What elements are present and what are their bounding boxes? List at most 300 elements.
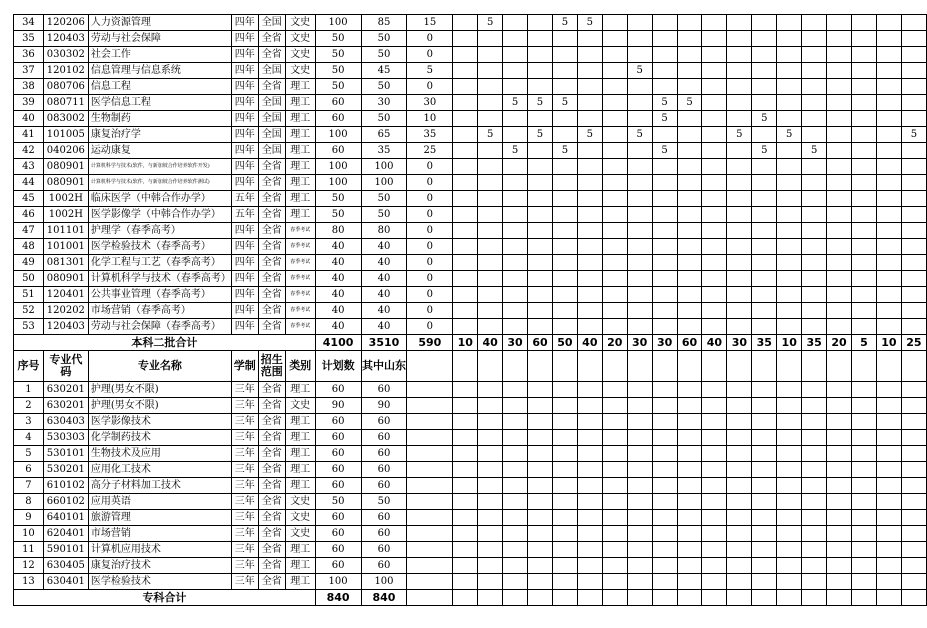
duration: 三年 — [231, 462, 258, 478]
empty-cell — [528, 382, 553, 398]
shandong-count: 100 — [361, 574, 407, 590]
empty-cell — [528, 478, 553, 494]
province-quota — [528, 287, 553, 303]
empty-cell — [827, 590, 852, 606]
shandong-count: 60 — [361, 478, 407, 494]
empty-cell — [852, 526, 877, 542]
province-quota — [652, 159, 677, 175]
major-code: 1002H — [43, 207, 88, 223]
other-provinces: 5 — [407, 63, 453, 79]
empty-cell — [478, 590, 503, 606]
province-quota — [702, 223, 727, 239]
empty-cell — [752, 462, 777, 478]
empty-cell — [453, 414, 478, 430]
province-quota — [503, 319, 528, 335]
province-quota — [478, 271, 503, 287]
province-quota — [901, 79, 926, 95]
total-value: 30 — [503, 335, 528, 351]
province-quota — [852, 207, 877, 223]
empty-cell — [727, 462, 752, 478]
province-quota — [777, 175, 802, 191]
other-provinces: 35 — [407, 127, 453, 143]
major-name: 社会工作 — [88, 47, 231, 63]
empty-cell — [602, 430, 627, 446]
other-provinces: 0 — [407, 319, 453, 335]
empty-cell — [901, 590, 926, 606]
empty-cell — [752, 574, 777, 590]
empty-cell — [602, 478, 627, 494]
province-quota — [876, 127, 901, 143]
category: 春季考试 — [285, 287, 315, 303]
province-quota — [577, 175, 602, 191]
row-number: 53 — [14, 319, 44, 335]
province-quota — [478, 287, 503, 303]
shandong-count: 60 — [361, 382, 407, 398]
duration: 四年 — [231, 47, 258, 63]
duration: 四年 — [231, 223, 258, 239]
shandong-count: 40 — [361, 239, 407, 255]
province-quota — [602, 143, 627, 159]
table-row — [14, 127, 927, 143]
province-quota — [627, 319, 652, 335]
scope: 全省 — [258, 159, 285, 175]
empty-cell — [528, 590, 553, 606]
province-quota — [752, 271, 777, 287]
scope: 全省 — [258, 303, 285, 319]
province-quota — [503, 255, 528, 271]
province-quota — [577, 287, 602, 303]
other-provinces: 0 — [407, 31, 453, 47]
major-code: 080901 — [43, 271, 88, 287]
empty-cell — [407, 574, 453, 590]
empty-cell — [577, 430, 602, 446]
province-quota — [777, 271, 802, 287]
empty-cell — [702, 430, 727, 446]
other-provinces: 0 — [407, 47, 453, 63]
empty-cell — [577, 446, 602, 462]
empty-cell — [752, 446, 777, 462]
province-quota — [602, 159, 627, 175]
empty-cell — [777, 446, 802, 462]
empty-cell — [453, 558, 478, 574]
empty-cell — [852, 351, 877, 382]
empty-cell — [677, 478, 702, 494]
empty-cell — [802, 446, 827, 462]
empty-cell — [802, 590, 827, 606]
province-quota — [677, 15, 702, 31]
empty-cell — [577, 558, 602, 574]
table-row — [14, 319, 927, 335]
province-quota — [478, 79, 503, 95]
column-header: 学制 — [231, 351, 258, 382]
row-number: 51 — [14, 287, 44, 303]
empty-cell — [478, 430, 503, 446]
province-quota — [876, 63, 901, 79]
other-provinces: 10 — [407, 111, 453, 127]
empty-cell — [802, 526, 827, 542]
major-code: 620401 — [43, 526, 88, 542]
empty-cell — [528, 494, 553, 510]
empty-cell — [852, 446, 877, 462]
province-quota — [453, 223, 478, 239]
major-code: 101001 — [43, 239, 88, 255]
other-provinces: 0 — [407, 303, 453, 319]
province-quota — [802, 271, 827, 287]
province-quota — [627, 95, 652, 111]
empty-cell — [901, 526, 926, 542]
province-quota — [478, 319, 503, 335]
row-number: 44 — [14, 175, 44, 191]
shandong-count: 60 — [361, 510, 407, 526]
empty-cell — [528, 462, 553, 478]
province-quota: 5 — [627, 63, 652, 79]
province-quota: 5 — [727, 127, 752, 143]
category: 理工 — [285, 159, 315, 175]
empty-cell — [677, 462, 702, 478]
province-quota: 5 — [777, 127, 802, 143]
empty-cell — [602, 526, 627, 542]
province-quota: 5 — [478, 127, 503, 143]
empty-cell — [577, 351, 602, 382]
shandong-count: 60 — [361, 446, 407, 462]
province-quota — [627, 303, 652, 319]
empty-cell — [552, 462, 577, 478]
total-value: 35 — [752, 335, 777, 351]
province-quota: 5 — [901, 127, 926, 143]
province-quota — [876, 271, 901, 287]
province-quota — [528, 255, 553, 271]
shandong-count: 90 — [361, 398, 407, 414]
province-quota — [577, 31, 602, 47]
row-number: 12 — [14, 558, 44, 574]
major-name: 医学影像学（中韩合作办学） — [88, 207, 231, 223]
empty-cell — [652, 446, 677, 462]
scope: 全省 — [258, 398, 285, 414]
province-quota — [478, 31, 503, 47]
empty-cell — [777, 510, 802, 526]
province-quota — [602, 287, 627, 303]
empty-cell — [752, 478, 777, 494]
province-quota — [727, 31, 752, 47]
empty-cell — [602, 446, 627, 462]
province-quota — [652, 255, 677, 271]
empty-cell — [876, 446, 901, 462]
shandong-count: 40 — [361, 271, 407, 287]
province-quota — [577, 255, 602, 271]
empty-cell — [901, 351, 926, 382]
category: 理工 — [285, 574, 315, 590]
column-header: 专业代码 — [43, 351, 88, 382]
empty-cell — [453, 430, 478, 446]
total-value: 35 — [802, 335, 827, 351]
duration: 四年 — [231, 239, 258, 255]
empty-cell — [802, 478, 827, 494]
empty-cell — [453, 382, 478, 398]
empty-cell — [652, 558, 677, 574]
province-quota — [901, 47, 926, 63]
empty-cell — [827, 558, 852, 574]
empty-cell — [752, 494, 777, 510]
row-number: 10 — [14, 526, 44, 542]
plan-count: 50 — [315, 47, 361, 63]
empty-cell — [478, 351, 503, 382]
empty-cell — [727, 494, 752, 510]
province-quota — [627, 15, 652, 31]
province-quota — [777, 159, 802, 175]
table-row — [14, 271, 927, 287]
row-number: 42 — [14, 143, 44, 159]
empty-cell — [602, 510, 627, 526]
province-quota — [577, 63, 602, 79]
empty-cell — [627, 542, 652, 558]
province-quota — [802, 255, 827, 271]
empty-cell — [407, 478, 453, 494]
empty-cell — [727, 558, 752, 574]
province-quota — [777, 63, 802, 79]
table-row — [14, 446, 927, 462]
province-quota — [528, 239, 553, 255]
empty-cell — [528, 558, 553, 574]
empty-cell — [552, 542, 577, 558]
empty-cell — [577, 478, 602, 494]
empty-cell — [652, 526, 677, 542]
shandong-count: 60 — [361, 430, 407, 446]
province-quota — [602, 319, 627, 335]
empty-cell — [627, 462, 652, 478]
empty-cell — [602, 398, 627, 414]
province-quota — [827, 159, 852, 175]
empty-cell — [802, 462, 827, 478]
total-value: 40 — [577, 335, 602, 351]
province-quota — [577, 319, 602, 335]
province-quota — [727, 223, 752, 239]
table-row — [14, 478, 927, 494]
empty-cell — [852, 414, 877, 430]
province-quota — [777, 303, 802, 319]
empty-cell — [827, 430, 852, 446]
table-row — [14, 63, 927, 79]
empty-cell — [503, 494, 528, 510]
empty-cell — [677, 574, 702, 590]
scope: 全国 — [258, 143, 285, 159]
plan-count: 50 — [315, 191, 361, 207]
empty-cell — [727, 446, 752, 462]
province-quota — [876, 143, 901, 159]
province-quota: 5 — [503, 143, 528, 159]
province-quota — [752, 127, 777, 143]
category: 理工 — [285, 430, 315, 446]
empty-cell — [503, 462, 528, 478]
scope: 全省 — [258, 542, 285, 558]
total-value: 20 — [827, 335, 852, 351]
empty-cell — [852, 398, 877, 414]
province-quota — [876, 111, 901, 127]
shandong-count: 80 — [361, 223, 407, 239]
major-code: 660102 — [43, 494, 88, 510]
province-quota — [827, 63, 852, 79]
empty-cell — [727, 414, 752, 430]
category: 春季考试 — [285, 223, 315, 239]
province-quota — [453, 63, 478, 79]
empty-cell — [602, 558, 627, 574]
province-quota — [652, 79, 677, 95]
province-quota — [876, 255, 901, 271]
table-row — [14, 542, 927, 558]
province-quota — [852, 191, 877, 207]
empty-cell — [702, 382, 727, 398]
duration: 四年 — [231, 143, 258, 159]
category: 理工 — [285, 462, 315, 478]
province-quota — [802, 47, 827, 63]
province-quota — [652, 271, 677, 287]
province-quota — [752, 159, 777, 175]
table-row — [14, 558, 927, 574]
province-quota — [478, 159, 503, 175]
empty-cell — [702, 462, 727, 478]
empty-cell — [777, 478, 802, 494]
empty-cell — [876, 398, 901, 414]
empty-cell — [503, 574, 528, 590]
province-quota — [627, 31, 652, 47]
province-quota — [802, 191, 827, 207]
shandong-count: 65 — [361, 127, 407, 143]
province-quota — [453, 111, 478, 127]
table-row — [14, 95, 927, 111]
empty-cell — [652, 351, 677, 382]
empty-cell — [901, 382, 926, 398]
empty-cell — [652, 510, 677, 526]
plan-count: 60 — [315, 430, 361, 446]
category: 春季考试 — [285, 271, 315, 287]
empty-cell — [478, 398, 503, 414]
province-quota — [827, 143, 852, 159]
province-quota — [852, 255, 877, 271]
province-quota — [827, 207, 852, 223]
province-quota — [727, 303, 752, 319]
province-quota — [627, 287, 652, 303]
major-code: 1002H — [43, 191, 88, 207]
table-row — [14, 239, 927, 255]
empty-cell — [602, 462, 627, 478]
province-quota — [727, 143, 752, 159]
empty-cell — [503, 382, 528, 398]
empty-cell — [752, 510, 777, 526]
province-quota — [727, 111, 752, 127]
table-row — [14, 510, 927, 526]
province-quota — [577, 303, 602, 319]
scope: 全省 — [258, 494, 285, 510]
empty-cell — [827, 574, 852, 590]
empty-cell — [752, 382, 777, 398]
province-quota — [602, 175, 627, 191]
province-quota — [478, 303, 503, 319]
duration: 三年 — [231, 382, 258, 398]
province-quota — [827, 175, 852, 191]
empty-cell — [503, 590, 528, 606]
empty-cell — [677, 414, 702, 430]
empty-cell — [727, 574, 752, 590]
plan-count: 60 — [315, 462, 361, 478]
category: 理工 — [285, 79, 315, 95]
row-number: 7 — [14, 478, 44, 494]
empty-cell — [407, 382, 453, 398]
province-quota — [777, 111, 802, 127]
province-quota — [453, 47, 478, 63]
major-name: 医学影像技术 — [88, 414, 231, 430]
empty-cell — [901, 414, 926, 430]
province-quota — [453, 303, 478, 319]
province-quota — [677, 319, 702, 335]
province-quota — [702, 271, 727, 287]
major-name: 市场营销 — [88, 526, 231, 542]
empty-cell — [677, 351, 702, 382]
empty-cell — [827, 398, 852, 414]
category: 春季考试 — [285, 303, 315, 319]
empty-cell — [727, 398, 752, 414]
empty-cell — [552, 510, 577, 526]
major-name: 应用英语 — [88, 494, 231, 510]
table-row — [14, 15, 927, 31]
major-name: 护理(男女不限) — [88, 382, 231, 398]
plan-count: 60 — [315, 478, 361, 494]
category: 文史 — [285, 15, 315, 31]
province-quota — [552, 63, 577, 79]
province-quota — [727, 79, 752, 95]
major-code: 120206 — [43, 15, 88, 31]
empty-cell — [503, 510, 528, 526]
province-quota — [777, 15, 802, 31]
category: 理工 — [285, 558, 315, 574]
province-quota — [503, 223, 528, 239]
province-quota — [827, 303, 852, 319]
empty-cell — [702, 414, 727, 430]
empty-cell — [577, 494, 602, 510]
scope: 全省 — [258, 31, 285, 47]
province-quota — [802, 287, 827, 303]
province-quota — [752, 175, 777, 191]
province-quota — [528, 79, 553, 95]
major-code: 530101 — [43, 446, 88, 462]
province-quota — [552, 287, 577, 303]
enrollment-table — [13, 14, 927, 606]
empty-cell — [652, 542, 677, 558]
scope: 全国 — [258, 95, 285, 111]
scope: 全省 — [258, 510, 285, 526]
empty-cell — [552, 574, 577, 590]
empty-cell — [852, 558, 877, 574]
empty-cell — [503, 398, 528, 414]
province-quota — [802, 175, 827, 191]
empty-cell — [777, 398, 802, 414]
empty-cell — [702, 351, 727, 382]
plan-count: 100 — [315, 175, 361, 191]
duration: 四年 — [231, 15, 258, 31]
empty-cell — [652, 590, 677, 606]
province-quota — [727, 287, 752, 303]
plan-count: 60 — [315, 558, 361, 574]
province-quota — [752, 47, 777, 63]
plan-count: 60 — [315, 95, 361, 111]
empty-cell — [407, 446, 453, 462]
province-quota — [453, 143, 478, 159]
empty-cell — [652, 398, 677, 414]
province-quota — [702, 175, 727, 191]
province-quota — [528, 31, 553, 47]
empty-cell — [752, 558, 777, 574]
major-name: 临床医学（中韩合作办学） — [88, 191, 231, 207]
empty-cell — [901, 478, 926, 494]
province-quota — [752, 319, 777, 335]
